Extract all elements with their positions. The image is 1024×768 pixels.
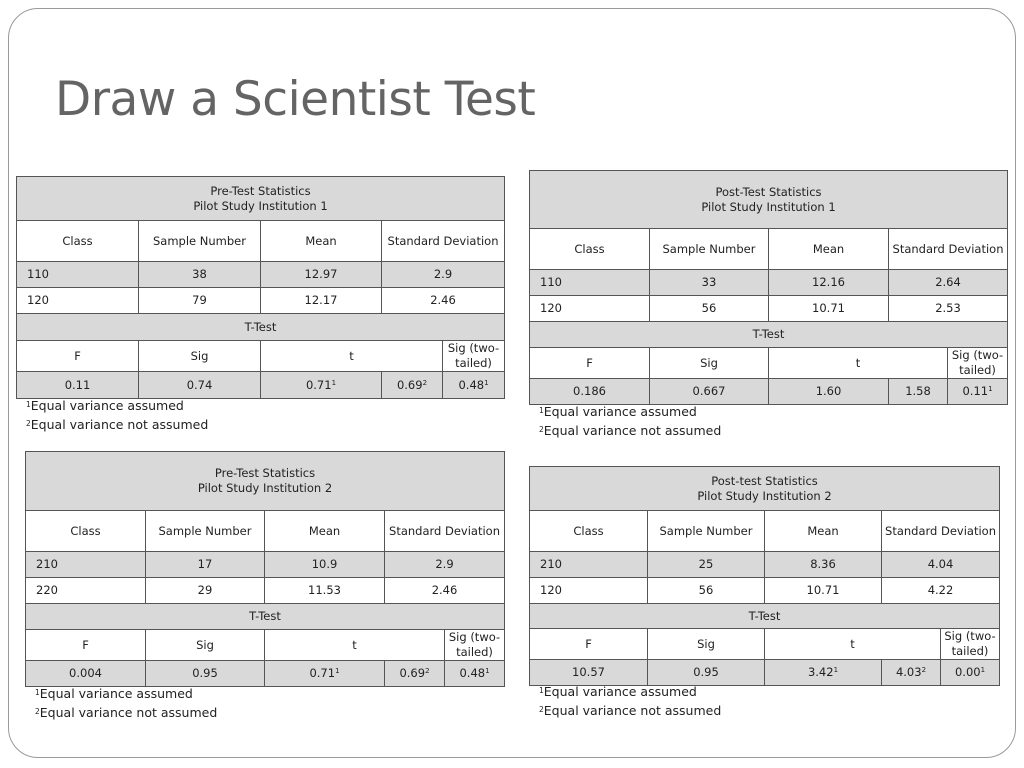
column-header-mean: Mean (261, 221, 382, 262)
ttest-value-number: 0.71 (305, 377, 332, 392)
ttest-value-t1 (765, 660, 882, 686)
cell-class: 120 (530, 296, 650, 322)
ttest-column-t: t (769, 348, 948, 379)
table-heading-line: Pilot Study Institution 1 (193, 198, 328, 213)
ttest-value-number: 0.69 (399, 666, 426, 680)
ttest-value-number: 0.71 (309, 666, 336, 680)
cell-sample: 33 (650, 270, 769, 296)
footnote-text: Equal variance assumed (30, 398, 184, 413)
footnotes (35, 684, 217, 722)
ttest-value-f: 0.186 (530, 379, 650, 405)
ttest-value-number: 0.11 (962, 384, 989, 398)
table-heading (26, 452, 505, 511)
column-header-sd: Standard Deviation (385, 511, 505, 552)
table-heading-line: Pilot Study Institution 2 (197, 481, 333, 495)
table-row (530, 296, 1008, 322)
footnote (35, 703, 217, 722)
column-header-sample: Sample Number (650, 229, 769, 270)
table-heading-line: Pilot Study Institution 1 (701, 199, 836, 214)
ttest-values-row (530, 379, 1008, 405)
footnote-text: Equal variance not assumed (543, 423, 722, 438)
ttest-label-row (530, 604, 1000, 629)
ttest-column-f: F (530, 348, 650, 379)
ttest-value-number: 1.60 (815, 384, 842, 398)
footnote-marker: 1 (833, 666, 839, 674)
ttest-column-row (26, 630, 505, 661)
column-header-class: Class (530, 229, 650, 270)
table-row (530, 552, 1000, 578)
table-row (17, 288, 505, 314)
table-row (530, 270, 1008, 296)
column-header-sample: Sample Number (146, 511, 265, 552)
footnote-marker: 2 (26, 419, 31, 428)
ttest-label: T-Test (17, 314, 505, 341)
column-header-row (530, 229, 1008, 270)
table-heading-line: Pre-Test Statistics (210, 183, 311, 198)
footnote-marker: 2 (539, 425, 544, 434)
ttest-column-f: F (26, 630, 146, 661)
ttest-value-sig: 0.74 (139, 372, 261, 399)
footnote-marker: 2 (921, 666, 927, 674)
cell-sample: 79 (139, 288, 261, 314)
cell-sd: 2.9 (385, 552, 505, 578)
footnotes (539, 682, 721, 720)
cell-mean: 12.17 (261, 288, 382, 314)
footnotes (539, 402, 721, 440)
ttest-value-t2 (889, 379, 948, 405)
footnote-marker: 2 (539, 705, 544, 714)
cell-mean: 10.71 (765, 578, 882, 604)
ttest-value-number: 0.48 (459, 666, 486, 680)
ttest-column-sig: Sig (648, 629, 765, 660)
footnote-text: Equal variance assumed (543, 684, 697, 699)
cell-sd: 2.53 (889, 296, 1008, 322)
cell-sd: 2.64 (889, 270, 1008, 296)
ttest-value-number: 3.42 (807, 665, 834, 679)
ttest-value-number: 0.69 (396, 377, 423, 392)
cell-sample: 38 (139, 262, 261, 288)
table-row (26, 578, 505, 604)
cell-sample: 56 (650, 296, 769, 322)
cell-mean: 8.36 (765, 552, 882, 578)
stats-table (529, 170, 1008, 405)
ttest-column-row (17, 341, 505, 372)
column-header-row (530, 511, 1000, 552)
column-header-sample: Sample Number (139, 221, 261, 262)
ttest-column-row (530, 348, 1008, 379)
footnote-marker: 1 (331, 378, 337, 387)
ttest-value-f: 0.004 (26, 661, 146, 687)
cell-sd: 4.04 (882, 552, 1000, 578)
ttest-value-s1 (443, 372, 505, 399)
footnote-text: Equal variance assumed (543, 404, 697, 419)
cell-mean: 10.9 (265, 552, 385, 578)
ttest-value-f: 10.57 (530, 660, 648, 686)
ttest-value-number: 0.48 (458, 377, 485, 392)
cell-class: 210 (26, 552, 146, 578)
ttest-value-sig: 0.95 (146, 661, 265, 687)
cell-sample: 17 (146, 552, 265, 578)
footnote-marker: 1 (988, 385, 993, 393)
stats-table (25, 451, 505, 687)
table-heading-row (17, 177, 505, 221)
cell-mean: 11.53 (265, 578, 385, 604)
table-heading-line: Post-Test Statistics (715, 184, 822, 199)
footnote (539, 421, 721, 440)
ttest-value-t1 (769, 379, 889, 405)
footnote-marker: 2 (425, 667, 430, 675)
cell-sd: 4.22 (882, 578, 1000, 604)
column-header-class: Class (26, 511, 146, 552)
footnote-marker: 2 (35, 707, 40, 716)
footnote (539, 701, 721, 720)
column-header-mean: Mean (765, 511, 882, 552)
footnote-marker: 2 (422, 378, 428, 387)
ttest-column-f: F (530, 629, 648, 660)
footnote-text: Equal variance assumed (39, 686, 193, 701)
ttest-label: T-Test (530, 604, 1000, 629)
column-header-sample: Sample Number (648, 511, 765, 552)
ttest-value-t2 (385, 661, 445, 687)
table-row (26, 552, 505, 578)
column-header-class: Class (530, 511, 648, 552)
footnote-marker: 1 (539, 406, 544, 415)
cell-class: 120 (17, 288, 139, 314)
ttest-value-s1 (445, 661, 505, 687)
table-row (530, 578, 1000, 604)
table-heading-line: Pre-Test Statistics (214, 466, 316, 480)
column-header-sd: Standard Deviation (382, 221, 505, 262)
footnote (539, 682, 721, 701)
footnote-text: Equal variance not assumed (30, 417, 209, 432)
column-header-row (17, 221, 505, 262)
footnote-marker: 1 (484, 378, 489, 387)
ttest-values-row (26, 661, 505, 687)
cell-class: 120 (530, 578, 648, 604)
footnote-marker: 1 (35, 688, 40, 697)
ttest-value-t2 (882, 660, 941, 686)
table-row (17, 262, 505, 288)
ttest-value-t1 (265, 661, 385, 687)
footnote-marker: 1 (335, 667, 340, 675)
ttest-column-t: t (765, 629, 941, 660)
column-header-mean: Mean (265, 511, 385, 552)
ttest-value-sig: 0.95 (648, 660, 765, 686)
column-header-mean: Mean (769, 229, 889, 270)
cell-class: 210 (530, 552, 648, 578)
cell-class: 220 (26, 578, 146, 604)
cell-mean: 10.71 (769, 296, 889, 322)
table-heading-row (530, 467, 1000, 511)
footnote-marker: 1 (485, 667, 490, 675)
ttest-column-t: t (261, 341, 443, 372)
cell-class: 110 (17, 262, 139, 288)
cell-mean: 12.16 (769, 270, 889, 296)
table-heading-row (530, 171, 1008, 229)
ttest-value-s1 (941, 660, 1000, 686)
table-heading-row (26, 452, 505, 511)
ttest-column-sig: Sig (650, 348, 769, 379)
ttest-label-row (17, 314, 505, 341)
ttest-value-f: 0.11 (17, 372, 139, 399)
stats-table (16, 176, 505, 399)
column-header-class: Class (17, 221, 139, 262)
footnote-marker: 1 (26, 400, 31, 409)
column-header-sd: Standard Deviation (889, 229, 1008, 270)
ttest-value-number: 4.03 (895, 665, 922, 679)
ttest-value-sig: 0.667 (650, 379, 769, 405)
footnote-text: Equal variance not assumed (39, 705, 218, 720)
footnote (26, 396, 208, 415)
ttest-value-t1 (261, 372, 382, 399)
table-heading (530, 467, 1000, 511)
column-header-row (26, 511, 505, 552)
ttest-column-sig2: Sig (two-tailed) (445, 630, 505, 661)
cell-sd: 2.46 (385, 578, 505, 604)
ttest-column-sig2: Sig (two-tailed) (941, 629, 1000, 660)
ttest-column-t: t (265, 630, 445, 661)
ttest-value-t2 (382, 372, 443, 399)
footnote-marker: 1 (539, 686, 544, 695)
ttest-column-f: F (17, 341, 139, 372)
ttest-column-sig: Sig (139, 341, 261, 372)
table-heading-line: Pilot Study Institution 2 (697, 488, 832, 503)
cell-sample: 25 (648, 552, 765, 578)
ttest-column-sig2: Sig (two-tailed) (443, 341, 505, 372)
ttest-label: T-Test (26, 604, 505, 630)
ttest-column-sig: Sig (146, 630, 265, 661)
footnote (539, 402, 721, 421)
ttest-label-row (530, 322, 1008, 348)
slide-title: Draw a Scientist Test (55, 72, 536, 127)
footnote-text: Equal variance not assumed (543, 703, 722, 718)
ttest-values-row (17, 372, 505, 399)
ttest-value-s1 (948, 379, 1008, 405)
footnote (35, 684, 217, 703)
ttest-value-number: 1.58 (905, 384, 931, 398)
stats-table (529, 466, 1000, 686)
cell-mean: 12.97 (261, 262, 382, 288)
column-header-sd: Standard Deviation (882, 511, 1000, 552)
footnote-marker: 1 (980, 666, 986, 674)
footnotes (26, 396, 208, 434)
ttest-value-number: 0.00 (954, 665, 981, 679)
cell-sample: 56 (648, 578, 765, 604)
ttest-column-row (530, 629, 1000, 660)
ttest-column-sig2: Sig (two-tailed) (948, 348, 1008, 379)
ttest-label-row (26, 604, 505, 630)
cell-sd: 2.46 (382, 288, 505, 314)
cell-sd: 2.9 (382, 262, 505, 288)
table-heading-line: Post-test Statistics (711, 473, 818, 488)
table-heading (530, 171, 1008, 229)
table-heading (17, 177, 505, 221)
footnote (26, 415, 208, 434)
ttest-label: T-Test (530, 322, 1008, 348)
cell-class: 110 (530, 270, 650, 296)
cell-sample: 29 (146, 578, 265, 604)
